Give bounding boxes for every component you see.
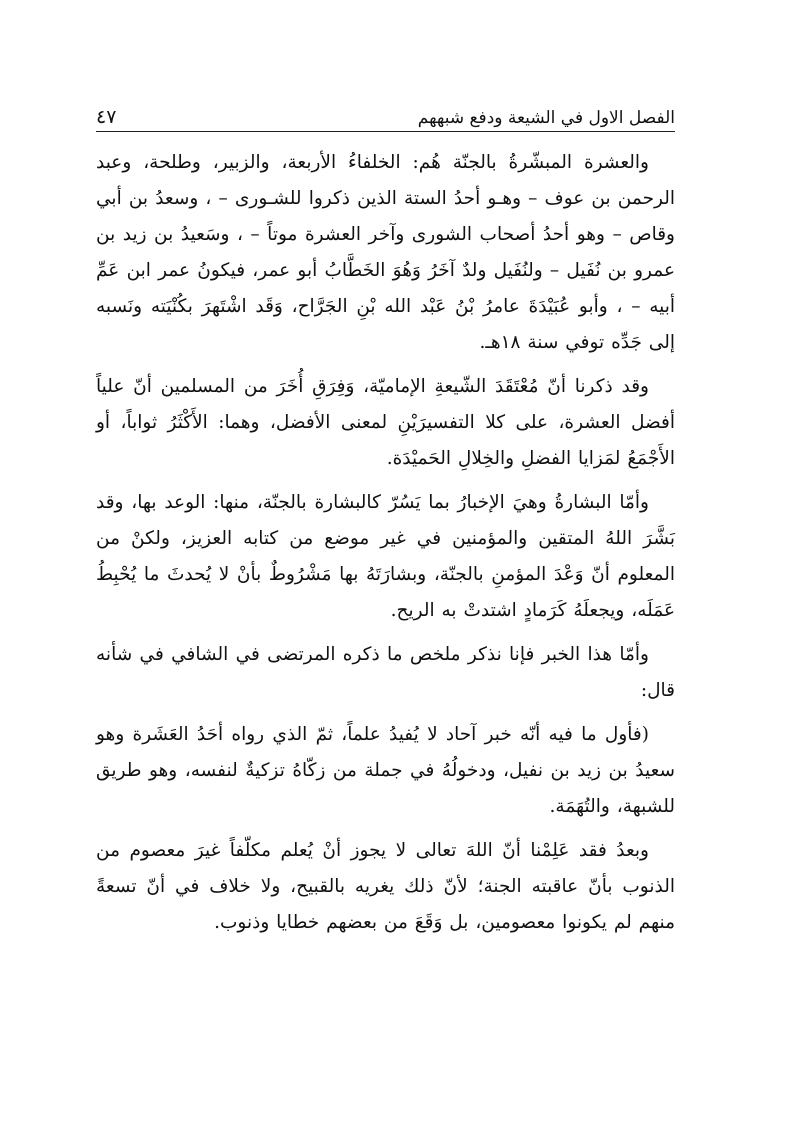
- page-header: [96, 98, 675, 132]
- page-number: ٤٧: [96, 106, 117, 128]
- running-title: الفصل الاول في الشيعة ودفع شبههم: [417, 108, 675, 128]
- paragraph-ten-promised: والعشرة المبشّرةُ بالجنّة هُم: الخلفاءُ الأربعة، والزبير، وطلحة، وعبد الرحمن بن عوف – وهـو أحدُ الستة الذين ذكروا للشـورى – ، وسعدُ بن أبي وقاص – وهو أحدُ أصحاب الشورى وآخر العشرة موتاً – ، وسَعيدُ بن زيد بن عمرو بن نُفَيل – ولنُفَيل ولدٌ آخَرُ وَهُوَ الخَطَّابُ أبو عمر، فيكونُ عمر ابن عَمِّ أبيه – ، وأبو عُبَيْدَةَ عامرُ بْنُ عَبْد الله بْنِ الجَرَّاح، وَقَد اشْتَهرَ بكُنْيَته ونَسبه إلى جَدِّه توفي سنة ١٨هـ.: [96, 152, 675, 353]
- paragraph-quote-start: (فأول ما فيه أنّه خبر آحاد لا يُفيدُ علماً، ثمّ الذي رواه أحَدُ العَشَرة وهو سعيدُ بن زيد بن نفيل، ودخولُهُ في جملة من زكّاهُ تزكيةٌ لنفسه، وهو طريق للشبهة، والتُهَمَة.: [96, 724, 675, 817]
- paragraph-quote-continuation: وبعدُ فقد عَلِمْنا أنّ اللهَ تعالى لا يجوز أنْ يُعلم مكلّفاً غيرَ معصوم من الذنوب بأنّ عاقبته الجنة؛ لأنّ ذلك يغريه بالقبيح، ولا خلاف في أنّ تسعةً منهم لم يكونوا معصومين، بل وَقَعَ من بعضهم خطايا وذنوب.: [96, 840, 675, 933]
- page-body: [96, 145, 675, 941]
- paragraph-imamiyya-belief: وقد ذكرنا أنّ مُعْتَقَدَ الشّيعةِ الإماميّة، وَفِرَقِ أُخَرَ من المسلمين أنّ علياً أفضل العشرة، على كلا التفسيرَيْنِ لمعنى الأفضل، وهما: الأَكْثَرُ ثواباً، أو الأَجْمَعُ لمَزايا الفضلِ والخِلالِ الحَميْدَة.: [96, 376, 675, 469]
- paragraph-summary-intro: وأمّا هذا الخبر فإنا نذكر ملخص ما ذكره المرتضى في الشافي في شأنه قال:: [96, 644, 675, 701]
- paragraph-glad-tidings: وأمّا البشارةُ وهيَ الإخبارُ بما يَسُرّ كالبشارة بالجنّة، منها: الوعد بها، وقد بَشَّرَ اللهُ المتقين والمؤمنين في غير موضع من كتابه العزيز، ولكنْ من المعلوم أنّ وَعْدَ المؤمنِ بالجنّة، وبشارَتَهُ بها مَشْرُوطٌ بأنْ لا يُحدثَ ما يُحْبِطُ عَمَلَه، ويجعلَهُ كَرَمادٍ اشتدتْ به الريح.: [96, 492, 675, 621]
